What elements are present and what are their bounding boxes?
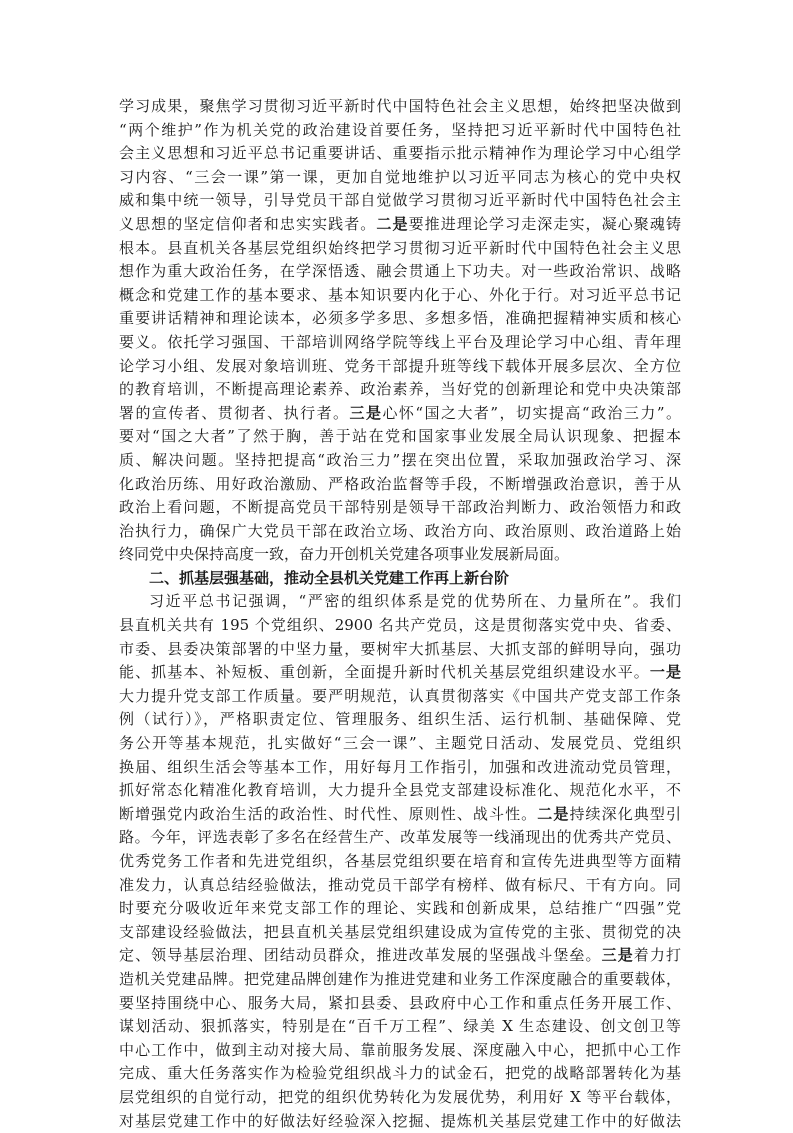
bold-marker: 三是 bbox=[601, 946, 634, 965]
body-text: 定、领导基层治理、团结动员群众，推进改革发展的坚强战斗堡垒。 bbox=[119, 946, 602, 965]
body-line: 时要充分吸收近年来党支部工作的理论、实践和创新成果，总结推广“四强”党 bbox=[119, 899, 681, 918]
body-line: 化政治历练、用好政治激励、严格政治监督等手段，不断增强政治意识，善于从 bbox=[119, 474, 681, 493]
bold-marker: 二是 bbox=[537, 804, 570, 823]
body-line: 要义。依托学习强国、干部培训网络学院等线上平台及理论学习中心组、青年理 bbox=[119, 332, 681, 351]
body-text: 要推进理论学习走深走实，凝心聚魂铸 bbox=[408, 214, 681, 233]
body-line: 中心工作中，做到主动对接大局、靠前服务发展、深度融入中心，把抓中心工作 bbox=[119, 1040, 681, 1059]
bold-marker: 一是 bbox=[649, 663, 681, 682]
body-line: 要对“国之大者”了然于胸，善于站在党和国家事业发展全局认识现象、把握本 bbox=[119, 427, 681, 446]
body-line: 抓好常态化精准化教育培训，大力提升全县党支部建设标准化、规范化水平，不 bbox=[119, 781, 681, 800]
body-line bbox=[119, 803, 681, 827]
body-line: 大力提升党支部工作质量。要严明规范，认真贯彻落实《中国共产党支部工作条 bbox=[119, 686, 681, 705]
body-line: 支部建设经验做法，把县直机关基层党组织建设成为宣传党的主张、贯彻党的决 bbox=[119, 922, 681, 941]
body-line: 质、解决问题。坚持把提高“政治三力”摆在突出位置，采取加强政治学习、深 bbox=[119, 450, 681, 469]
body-text: 着力打 bbox=[633, 946, 681, 965]
body-line: 的教育培训，不断提高理论素养、政治素养，当好党的创新理论和党中央决策部 bbox=[119, 380, 681, 399]
body-text: 署的宣传者、贯彻者、执行者。 bbox=[119, 403, 350, 422]
body-text: 持续深化典型引 bbox=[569, 804, 681, 823]
bold-marker: 三是 bbox=[349, 403, 383, 422]
body-line bbox=[119, 402, 681, 426]
body-line bbox=[119, 944, 681, 968]
body-line: 学习成果，聚焦学习贯彻习近平新时代中国特色社会主义思想，始终把坚决做到 bbox=[119, 97, 681, 115]
body-line: 终同党中央保持高度一致，奋力开创机关党建各项事业发展新局面。 bbox=[119, 545, 570, 564]
body-text: 义思想的坚定信仰者和忠实实践者。 bbox=[119, 214, 377, 233]
body-line: 政治上看问题，不断提高党员干部特别是领导干部政治判断力、政治领悟力和政 bbox=[119, 498, 681, 517]
body-line: 务公开等基本规范，扎实做好“三会一课”、主题党日活动、发展党员、党组织 bbox=[119, 734, 681, 753]
body-line bbox=[119, 661, 681, 685]
body-line: 根本。县直机关各基层党组织始终把学习贯彻习近平新时代中国特色社会主义思 bbox=[119, 238, 681, 257]
body-line: 优秀党务工作者和先进党组织，各基层党组织要在培育和宣传先进典型等方面精 bbox=[119, 852, 681, 870]
body-line: 概念和党建工作的基本要求、基本知识要内化于心、外化于行。对习近平总书记 bbox=[119, 285, 681, 304]
body-text: 能、抓基本、补短板、重创新，全面提升新时代机关基层党组织建设水平。 bbox=[119, 663, 650, 682]
body-line: 要坚持围绕中心、服务大局，紧扣县委、县政府中心工作和重点任务开展工作、 bbox=[119, 993, 681, 1012]
body-line: 层党组织的自觉行动，把党的组织优势转化为发展优势，利用好 X 等平台载体， bbox=[119, 1087, 681, 1106]
body-line: 会主义思想和习近平总书记重要讲话、重要指示批示精神作为理论学习中心组学 bbox=[119, 144, 681, 163]
body-line: 换届、组织生活会等基本工作，用好每月工作指引，加强和改进流动党员管理， bbox=[119, 757, 681, 776]
body-line: 完成、重大任务落实作为检验党组织战斗力的试金石，把党的战略部署转化为基 bbox=[119, 1064, 681, 1083]
document-page bbox=[119, 95, 681, 1133]
body-line: 例（试行）》，严格职责定位、管理服务、组织生活、运行机制、基础保障、党 bbox=[119, 710, 681, 729]
body-line: 造机关党建品牌。把党建品牌创建作为推进党建和业务工作深度融合的重要载体， bbox=[119, 969, 681, 988]
body-text: 断增强党内政治生活的政治性、时代性、原则性、战斗性。 bbox=[119, 804, 538, 823]
body-line: 县直机关共有 195 个党组织、2900 名共产党员，这是贯彻落实党中央、省委、 bbox=[119, 616, 681, 635]
body-line: 想作为重大政治任务，在学深悟透、融会贯通上下功夫。对一些政治常识、战略 bbox=[119, 262, 681, 281]
body-line: 习近平总书记强调，“严密的组织体系是党的优势所在、力量所在”。我们 bbox=[149, 592, 681, 611]
body-line: 路。今年，评选表彰了多名在经营生产、改革发展等一线涌现出的优秀共产党员、 bbox=[119, 828, 681, 847]
body-line: 谋划活动、狠抓落实，特别是在“百千万工程”、绿美 X 生态建设、创文创卫等 bbox=[119, 1017, 681, 1036]
body-line: 市委、县委决策部署的中坚力量，要树牢大抓基层、大抓支部的鲜明导向，强功 bbox=[119, 639, 681, 658]
body-line bbox=[119, 213, 681, 237]
body-line: 准发力，认真总结经验做法，推动党员干部学有榜样、做有标尺、干有方向。同 bbox=[119, 875, 681, 894]
body-line: 威和集中统一领导，引导党员干部自觉做学习贯彻习近平新时代中国特色社会主 bbox=[119, 191, 681, 210]
body-line: 习内容、“三会一课”第一课，更加自觉地维护以习近平同志为核心的党中央权 bbox=[119, 167, 681, 186]
body-line: “两个维护”作为机关党的政治建设首要任务，坚持把习近平新时代中国特色社 bbox=[119, 120, 681, 139]
body-line: 论学习小组、发展对象培训班、党务干部提升班等线下载体开展多层次、全方位 bbox=[119, 356, 681, 375]
body-line: 对基层党建工作中的好做法好经验深入挖掘、提炼机关基层党建工作中的好做法 bbox=[119, 1111, 681, 1130]
body-line: 治执行力，确保广大党员干部在政治立场、政治方向、政治原则、政治道路上始 bbox=[119, 521, 681, 540]
section-heading: 二、抓基层强基础，推动全县机关党建工作再上新台阶 bbox=[149, 568, 510, 587]
bold-marker: 二是 bbox=[376, 214, 409, 233]
body-text: 心怀“国之大者”，切实提高“政治三力”。 bbox=[382, 403, 681, 422]
body-line: 重要讲话精神和理论读本，必须多学多思、多想多悟，准确把握精神实质和核心 bbox=[119, 309, 681, 328]
